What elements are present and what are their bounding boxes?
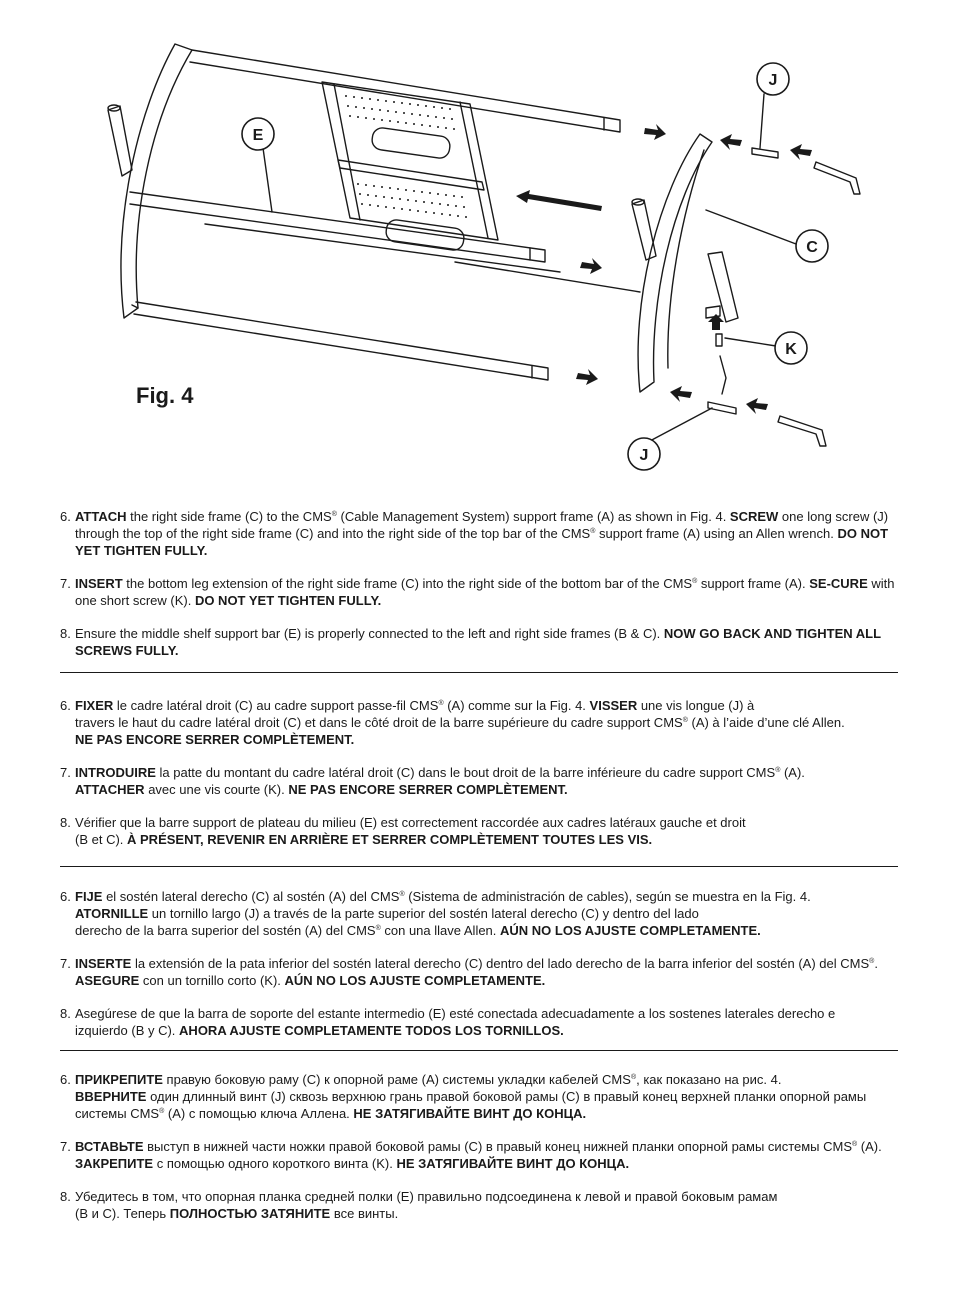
emphasis-text: ПРИКРЕПИТЕ <box>75 1072 163 1087</box>
step-text: con una llave Allen. <box>380 923 501 938</box>
step-text: Vérifier que la barre support de plateau du milieu (E) est correctement raccordée aux cadres latéraux gauche et droit <box>75 815 746 830</box>
callout-j-top-label: J <box>768 72 778 89</box>
emphasis-text: НЕ ЗАТЯГИВАЙТЕ ВИНТ ДО КОНЦА. <box>396 1156 630 1171</box>
step-text: la extensión de la pata inferior del sostén lateral derecho (C) dentro del lado derecho de la barra inferior del sostén (A) del CMS <box>131 956 870 971</box>
step-text: un tornillo largo (J) a través de la parte superior del sostén lateral derecho (C) y dentro del lado <box>148 906 699 921</box>
callout-k <box>775 332 807 364</box>
step-text: , как показано на рис. 4. <box>636 1072 782 1087</box>
registered-mark: ® <box>331 511 337 518</box>
emphasis-text: ВВЕРНИТЕ <box>75 1089 147 1104</box>
instructions-english <box>60 508 896 659</box>
emphasis-text: À PRÉSENT, REVENIR EN ARRIÈRE ET SERRER COMPLÈTEMENT TOUTES LES VIS. <box>127 832 653 847</box>
figure-title: Fig. 4 <box>136 383 194 408</box>
step-text: con un tornillo corto (K). <box>139 973 285 988</box>
step-text: (A) à l’aide d’une clé Allen. <box>687 715 845 730</box>
step-number: 7. <box>60 576 71 591</box>
step-6 <box>60 888 896 939</box>
step-number: 6. <box>60 509 71 524</box>
step-text: выступ в нижней части ножки правой боковой рамы (C) в правый конец нижней планки опорной рамы системы CMS <box>143 1139 853 1154</box>
step-text: Ensure the middle shelf support bar (E) is properly connected to the left and right side frames (B & C). <box>75 626 664 641</box>
step-text: . <box>874 956 878 971</box>
callout-j-top <box>757 63 789 95</box>
step-6 <box>60 1071 896 1122</box>
step-text: the right side frame (C) to the CMS <box>126 509 332 524</box>
step-number: 7. <box>60 956 71 971</box>
step-7 <box>60 1138 896 1172</box>
registered-mark: ® <box>852 1141 858 1148</box>
left-side-frame <box>121 44 192 318</box>
allen-wrench-top <box>814 162 860 194</box>
step-text: une vis longue (J) à <box>637 698 755 713</box>
emphasis-text: VISSER <box>589 698 638 713</box>
step-text: izquierdo (B y C). <box>75 1023 180 1038</box>
step-text: (B и C). Теперь <box>75 1206 170 1221</box>
registered-mark: ® <box>399 891 405 898</box>
step-text: travers le haut du cadre latéral droit (C) et dans le côté droit de la barre supérieure du cadre support CMS <box>75 715 683 730</box>
step-8 <box>60 1188 896 1222</box>
assembly-figure <box>0 0 954 490</box>
instructions-french <box>60 697 896 848</box>
emphasis-text: SE-CURE <box>809 576 868 591</box>
registered-mark: ® <box>375 925 381 932</box>
step-number: 8. <box>60 1006 71 1021</box>
step-text: (B et C). <box>75 832 128 847</box>
bottom-bar <box>134 302 548 380</box>
step-text: derecho de la barra superior del sostén (A) del CMS <box>75 923 376 938</box>
emphasis-text: ATTACH <box>75 509 127 524</box>
callout-j-bottom <box>628 438 660 470</box>
step-text: support frame (A) using an Allen wrench. <box>595 526 838 541</box>
instructions-russian <box>60 1071 896 1222</box>
step-number: 8. <box>60 626 71 641</box>
step-8 <box>60 1005 896 1039</box>
step-text: (Cable Management System) support frame (A) as shown in Fig. 4. <box>336 509 730 524</box>
emphasis-text: ATTACHER <box>75 782 145 797</box>
allen-wrench-bottom <box>778 416 826 446</box>
registered-mark: ® <box>159 1108 165 1115</box>
emphasis-text: ПОЛНОСТЬЮ ЗАТЯНИТЕ <box>169 1206 331 1221</box>
registered-mark: ® <box>590 528 596 535</box>
instructions-spanish <box>60 888 896 1039</box>
step-number: 6. <box>60 698 71 713</box>
cms-perforations <box>345 95 467 218</box>
callout-c-label: C <box>806 239 818 256</box>
emphasis-text: ATORNILLE <box>75 906 149 921</box>
callout-k-label: K <box>785 341 797 358</box>
step-text: the bottom leg extension of the right side frame (C) into the right side of the bottom bar of the CMS <box>122 576 693 591</box>
step-6 <box>60 697 896 748</box>
step-6 <box>60 508 896 559</box>
step-text: с помощью одного короткого винта (K). <box>153 1156 397 1171</box>
step-text: le cadre latéral droit (C) au cadre support passe-fil CMS <box>113 698 439 713</box>
step-text: (A). <box>780 765 805 780</box>
section-divider <box>60 672 898 673</box>
step-text: правую боковую раму (C) к опорной раме (A) системы укладки кабелей CMS <box>162 1072 631 1087</box>
section-divider <box>60 1050 898 1051</box>
step-8 <box>60 814 896 848</box>
step-text: один длинный винт (J) сквозь верхнюю грань правой боковой рамы (C) в правый конец верхней планки опорной рамы системы CMS <box>75 1089 867 1121</box>
emphasis-text: ЗАКРЕПИТЕ <box>75 1156 154 1171</box>
step-text: support frame (A). <box>697 576 810 591</box>
emphasis-text: INSERT <box>75 576 123 591</box>
emphasis-text: DO NOT YET TIGHTEN FULLY. <box>75 526 889 558</box>
step-7 <box>60 575 896 609</box>
step-7 <box>60 764 896 798</box>
emphasis-text: INSERTE <box>75 956 132 971</box>
step-text: one long screw (J) through the top of the right side frame (C) and into the right side of the top bar of the CMS <box>75 509 889 541</box>
step-number: 7. <box>60 1139 71 1154</box>
registered-mark: ® <box>630 1074 637 1081</box>
step-7 <box>60 955 896 989</box>
step-text: (A). <box>857 1139 882 1154</box>
emphasis-text: INTRODUIRE <box>75 765 156 780</box>
registered-mark: ® <box>438 700 444 707</box>
long-screw-top <box>752 148 778 158</box>
step-text: el sostén lateral derecho (C) al sostén (A) del CMS <box>102 889 400 904</box>
step-number: 7. <box>60 765 71 780</box>
short-screw <box>716 334 722 346</box>
step-number: 6. <box>60 1072 71 1087</box>
emphasis-text: FIJE <box>75 889 103 904</box>
step-text: (A) comme sur la Fig. 4. <box>443 698 590 713</box>
assembly-diagram <box>0 0 954 490</box>
step-number: 8. <box>60 1189 71 1204</box>
callout-j-bottom-label: J <box>639 447 649 464</box>
emphasis-text: AHORA AJUSTE COMPLETAMENTE TODOS LOS TORNILLOS. <box>179 1023 564 1038</box>
callout-c <box>796 230 828 262</box>
emphasis-text: ASEGURE <box>75 973 140 988</box>
emphasis-text: ВСТАВЬТЕ <box>75 1139 144 1154</box>
step-8 <box>60 625 896 659</box>
left-top-post <box>108 106 132 176</box>
step-text: with one short screw (K). <box>75 576 895 608</box>
emphasis-text: FIXER <box>75 698 114 713</box>
emphasis-text: НЕ ЗАТЯГИВАЙТЕ ВИНТ ДО КОНЦА. <box>353 1106 587 1121</box>
step-text: Убедитесь в том, что опорная планка средней полки (E) правильно подсоединена к левой и правой боковым рамам <box>75 1189 778 1204</box>
emphasis-text: NE PAS ENCORE SERRER COMPLÈTEMENT. <box>288 782 568 797</box>
step-text: все винты. <box>330 1206 399 1221</box>
registered-mark: ® <box>692 578 698 585</box>
step-text: Asegúrese de que la barra de soporte del estante intermedio (E) esté conectada adecuadamente a los sostenes laterales derecho e <box>75 1006 836 1021</box>
callout-e <box>242 118 274 150</box>
emphasis-text: AÚN NO LOS AJUSTE COMPLETAMENTE. <box>500 923 761 938</box>
step-text: avec une vis courte (K). <box>144 782 289 797</box>
step-text: la patte du montant du cadre latéral droit (C) dans le bout droit de la barre inférieure du cadre support CMS <box>155 765 776 780</box>
emphasis-text: NOW GO BACK AND TIGHTEN ALL SCREWS FULLY. <box>75 626 881 658</box>
registered-mark: ® <box>775 767 781 774</box>
emphasis-text: NE PAS ENCORE SERRER COMPLÈTEMENT. <box>75 732 355 747</box>
emphasis-text: AÚN NO LOS AJUSTE COMPLETAMENTE. <box>284 973 546 988</box>
emphasis-text: DO NOT YET TIGHTEN FULLY. <box>194 593 382 608</box>
registered-mark: ® <box>682 717 688 724</box>
emphasis-text: SCREW <box>729 509 779 524</box>
section-divider <box>60 866 898 867</box>
step-text: (Sistema de administración de cables), según se muestra en la Fig. 4. <box>404 889 811 904</box>
direction-arrows <box>516 124 812 414</box>
middle-shelf-bar <box>130 192 545 262</box>
step-text: (A) с помощью ключа Аллена. <box>164 1106 354 1121</box>
callout-e-label: E <box>252 127 264 144</box>
registered-mark: ® <box>869 958 875 965</box>
step-number: 8. <box>60 815 71 830</box>
step-number: 6. <box>60 889 71 904</box>
